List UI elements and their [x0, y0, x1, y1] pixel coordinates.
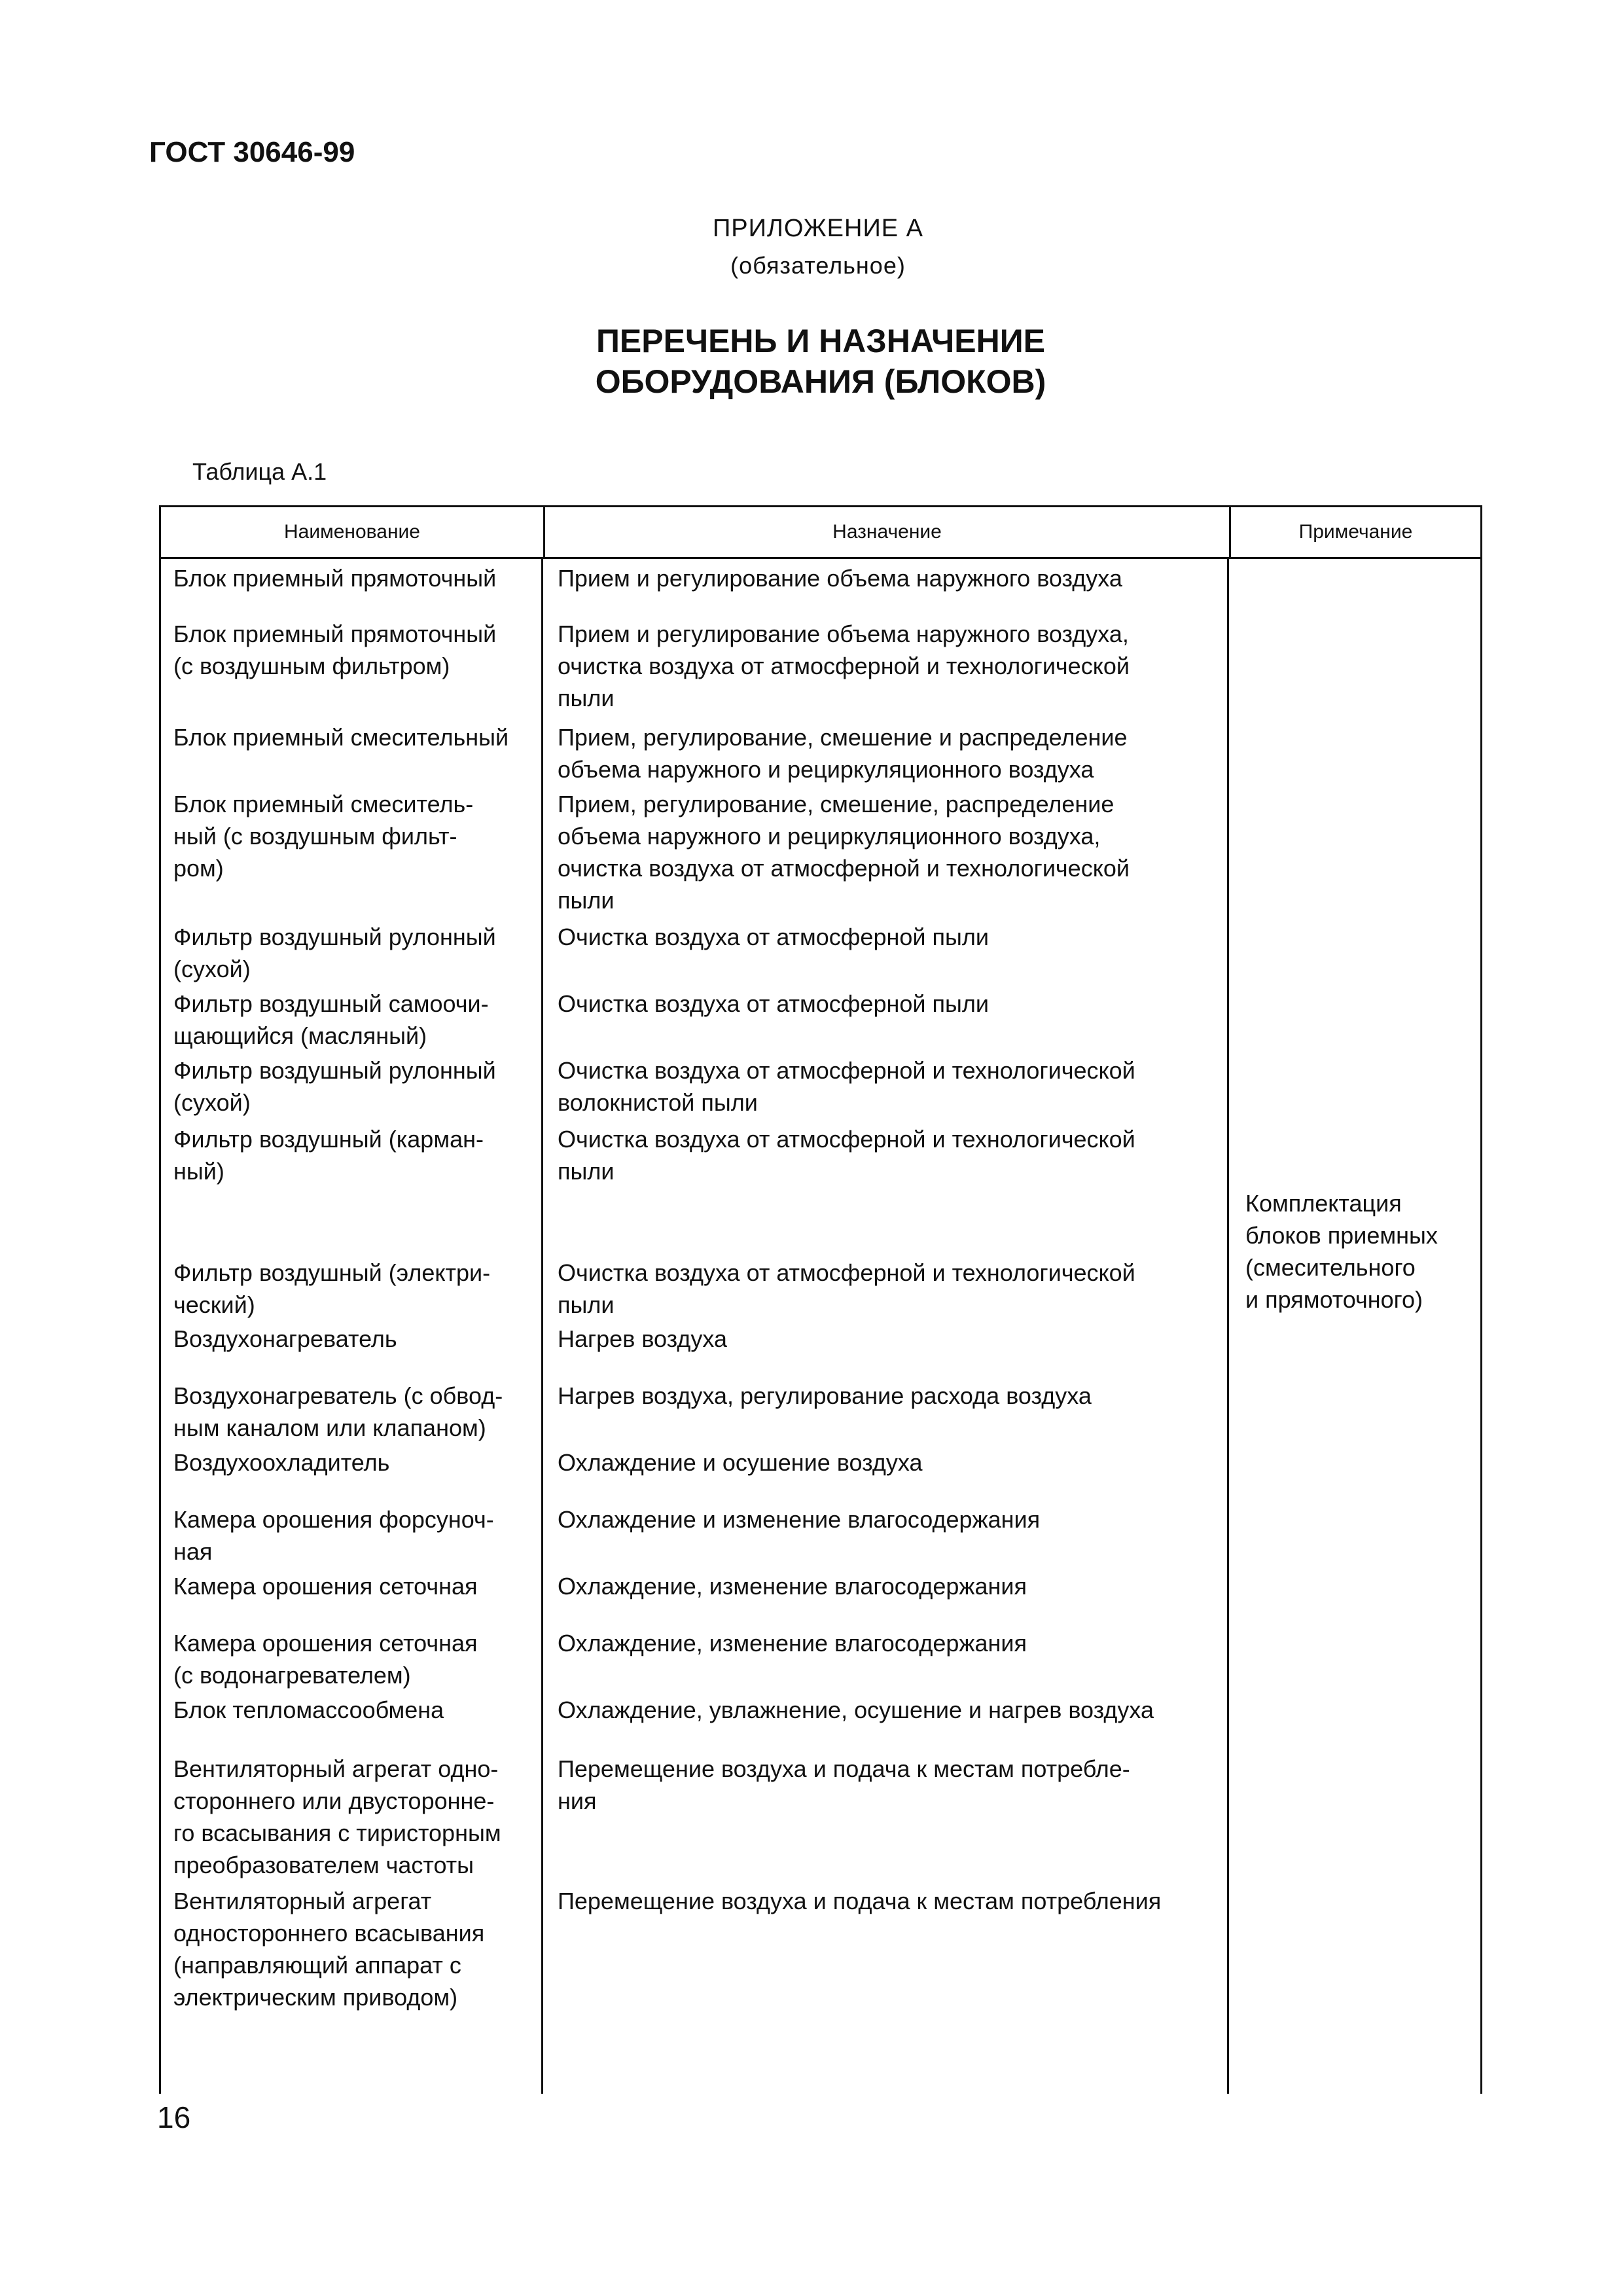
equipment-name: Воздухонагреватель — [173, 1325, 397, 1352]
equipment-name: Фильтр воздушный самоочи- щающийся (масляный) — [173, 990, 489, 1049]
table-row — [159, 788, 1229, 916]
table-row — [159, 1694, 1229, 1726]
equipment-name: Блок приемный прямоточный — [173, 565, 497, 592]
header-note: Примечание — [1298, 521, 1413, 543]
equipment-purpose: Охлаждение, увлажнение, осушение и нагрев воздуха — [558, 1696, 1154, 1723]
equipment-name: Воздухоохладитель — [173, 1449, 390, 1476]
note-cell: Комплектация блоков приемных (смесительного и прямоточного) — [1245, 1190, 1438, 1313]
equipment-purpose: Охлаждение, изменение влагосодержания — [558, 1573, 1027, 1600]
equipment-purpose: Очистка воздуха от атмосферной и технологической волокнистой пыли — [558, 1057, 1135, 1116]
equipment-purpose: Прием, регулирование, смешение, распределение объема наружного и рециркуляционного воздуха, очистка воздуха от атмосферной и технологической пыли — [558, 791, 1130, 914]
equipment-purpose: Прием и регулирование объема наружного воздуха, очистка воздуха от атмосферной и технологической пыли — [558, 620, 1130, 711]
equipment-purpose: Нагрев воздуха, регулирование расхода воздуха — [558, 1382, 1092, 1409]
equipment-name: Вентиляторный агрегат одностороннего всасывания (направляющий аппарат с электрическим приводом) — [173, 1888, 485, 2011]
table-row — [159, 1503, 1229, 1568]
table-row — [159, 921, 1229, 985]
equipment-purpose: Очистка воздуха от атмосферной пыли — [558, 924, 989, 950]
table-row — [159, 1054, 1229, 1119]
equipment-purpose: Прием, регулирование, смешение и распределение объема наружного и рециркуляционного воздуха — [558, 724, 1128, 783]
equipment-name: Камера орошения форсуноч- ная — [173, 1506, 494, 1565]
document-code: ГОСТ 30646-99 — [149, 136, 355, 168]
equipment-name: Фильтр воздушный рулонный (сухой) — [173, 924, 496, 982]
equipment-name: Вентиляторный агрегат одно- стороннего или двусторонне- го всасывания с тиристорным преобразователем частоты — [173, 1755, 501, 1878]
table-row — [159, 1753, 1229, 1881]
table-row — [159, 1627, 1229, 1691]
equipment-name: Блок приемный смеситель- ный (с воздушным фильт- ром) — [173, 791, 474, 882]
table-row — [159, 618, 1229, 714]
table-header — [159, 505, 1482, 559]
table-border-right — [1480, 559, 1482, 2094]
equipment-name: Фильтр воздушный рулонный (сухой) — [173, 1057, 496, 1116]
table-row — [159, 1323, 1229, 1355]
equipment-purpose: Охлаждение и осушение воздуха — [558, 1449, 923, 1476]
equipment-table — [159, 505, 1482, 2094]
header-purpose: Назначение — [545, 507, 1231, 557]
header-name: Наименование — [161, 507, 545, 557]
equipment-purpose: Прием и регулирование объема наружного воздуха — [558, 565, 1122, 592]
table-row — [159, 1570, 1229, 1602]
equipment-name: Фильтр воздушный (карман- ный) — [173, 1126, 484, 1185]
table-body — [159, 559, 1482, 2094]
equipment-purpose: Очистка воздуха от атмосферной и технологической пыли — [558, 1126, 1135, 1185]
equipment-purpose: Охлаждение, изменение влагосодержания — [558, 1630, 1027, 1657]
equipment-name: Блок приемный смесительный — [173, 724, 509, 751]
table-row — [159, 562, 1229, 594]
equipment-purpose: Перемещение воздуха и подача к местам потребления — [558, 1888, 1162, 1914]
equipment-name: Блок приемный прямоточный (с воздушным фильтром) — [173, 620, 497, 679]
table-row — [159, 1257, 1229, 1321]
equipment-name: Фильтр воздушный (электри- ческий) — [173, 1259, 491, 1318]
equipment-purpose: Очистка воздуха от атмосферной и технологической пыли — [558, 1259, 1135, 1318]
equipment-name: Камера орошения сеточная — [173, 1573, 478, 1600]
table-row — [159, 988, 1229, 1052]
page-title: ПЕРЕЧЕНЬ И НАЗНАЧЕНИЕ ОБОРУДОВАНИЯ (БЛОКОВ) — [595, 323, 1046, 400]
equipment-purpose: Перемещение воздуха и подача к местам потребле- ния — [558, 1755, 1130, 1814]
appendix-status: (обязательное) — [730, 252, 906, 279]
page-number: 16 — [157, 2100, 191, 2134]
equipment-name: Блок тепломассообмена — [173, 1696, 444, 1723]
equipment-purpose: Охлаждение и изменение влагосодержания — [558, 1506, 1041, 1533]
table-row — [159, 1885, 1229, 2013]
table-row — [159, 1446, 1229, 1479]
table-row — [159, 1123, 1229, 1187]
appendix-title: ПРИЛОЖЕНИЕ А — [712, 215, 924, 242]
equipment-name: Воздухонагреватель (с обвод- ным каналом или клапаном) — [173, 1382, 503, 1441]
table-row — [159, 1380, 1229, 1444]
table-label: Таблица А.1 — [192, 458, 327, 485]
table-row — [159, 721, 1229, 785]
equipment-name: Камера орошения сеточная (с водонагревателем) — [173, 1630, 478, 1689]
equipment-purpose: Нагрев воздуха — [558, 1325, 727, 1352]
equipment-purpose: Очистка воздуха от атмосферной пыли — [558, 990, 989, 1017]
